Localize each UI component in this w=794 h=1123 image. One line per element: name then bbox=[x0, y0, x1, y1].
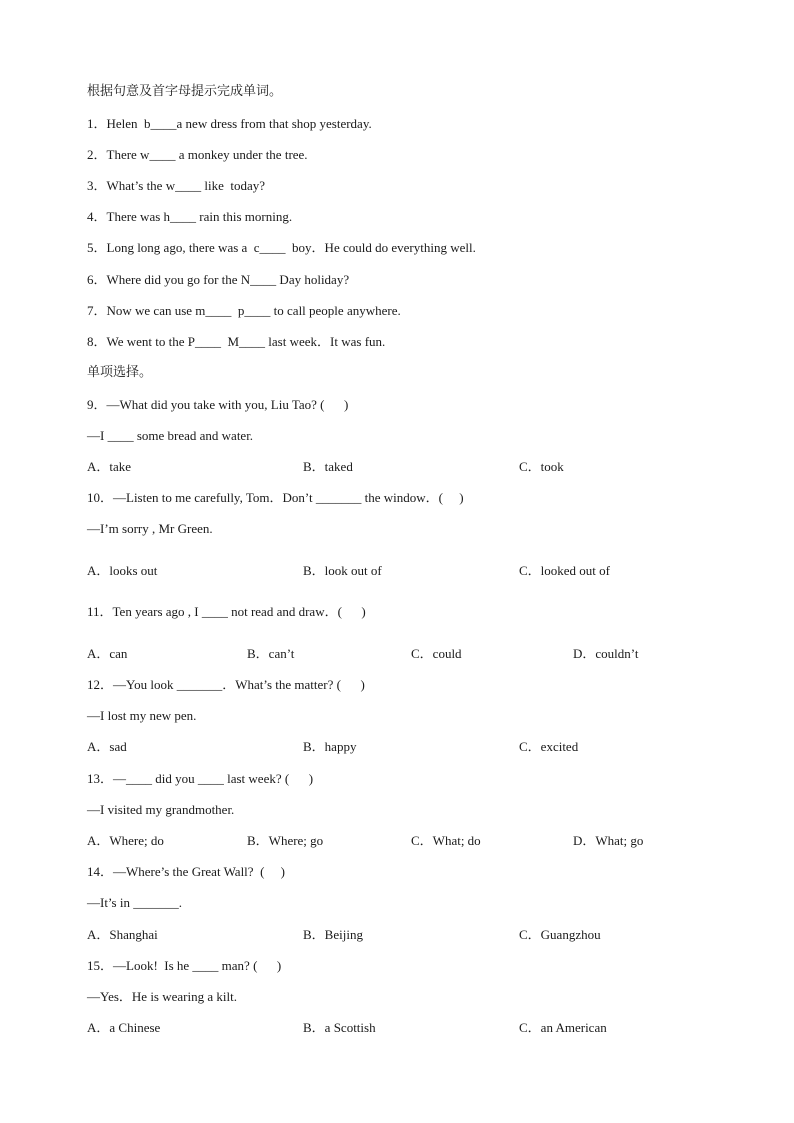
question-11-option-c: C．could bbox=[411, 646, 462, 661]
question-11: 11．Ten years ago , I ____ not read and draw．( ) bbox=[87, 604, 366, 619]
question-14-answer-line: —It’s in _______. bbox=[87, 895, 182, 910]
question-15: 15．—Look! Is he ____ man? ( ) bbox=[87, 958, 282, 973]
question-14-option-b: B．Beijing bbox=[303, 927, 363, 942]
fill-item-2: 2．There w____ a monkey under the tree. bbox=[87, 147, 308, 162]
question-10: 10．—Listen to me carefully, Tom．Don’t _______ the window．( ) bbox=[87, 490, 464, 505]
question-13-option-d: D．What; go bbox=[573, 833, 644, 848]
question-14-option-a: A．Shanghai bbox=[87, 927, 158, 942]
question-10-option-b: B．look out of bbox=[303, 563, 382, 578]
question-13-option-b: B．Where; go bbox=[247, 833, 324, 848]
question-9: 9．—What did you take with you, Liu Tao? ( ) bbox=[87, 397, 349, 412]
question-12: 12．—You look _______．What’s the matter? ( ) bbox=[87, 677, 365, 692]
question-15-option-c: C．an American bbox=[519, 1020, 607, 1035]
fill-item-4: 4．There was h____ rain this morning. bbox=[87, 209, 293, 224]
question-12-option-b: B．happy bbox=[303, 739, 357, 754]
question-13-option-a: A．Where; do bbox=[87, 833, 164, 848]
question-15-answer-line: —Yes．He is wearing a kilt. bbox=[87, 989, 237, 1004]
question-12-answer-line: —I lost my new pen. bbox=[87, 708, 197, 723]
question-11-option-b: B．can’t bbox=[247, 646, 295, 661]
question-12-option-c: C．excited bbox=[519, 739, 579, 754]
fill-item-7: 7．Now we can use m____ p____ to call people anywhere. bbox=[87, 303, 401, 318]
question-14-option-c: C．Guangzhou bbox=[519, 927, 601, 942]
question-13: 13．—____ did you ____ last week? ( ) bbox=[87, 771, 314, 786]
question-14: 14．—Where’s the Great Wall? ( ) bbox=[87, 864, 285, 879]
fill-item-8: 8．We went to the P____ M____ last week．It was fun. bbox=[87, 334, 386, 349]
question-13-option-c: C．What; do bbox=[411, 833, 481, 848]
question-10-answer-line: —I’m sorry , Mr Green. bbox=[87, 521, 213, 536]
question-10-option-a: A．looks out bbox=[87, 563, 158, 578]
question-9-option-c: C．took bbox=[519, 459, 564, 474]
question-9-option-a: A．take bbox=[87, 459, 132, 474]
fill-item-1: 1．Helen b____a new dress from that shop yesterday. bbox=[87, 116, 372, 131]
fill-item-5: 5．Long long ago, there was a c____ boy．He could do everything well. bbox=[87, 240, 476, 255]
question-12-option-a: A．sad bbox=[87, 739, 127, 754]
question-15-option-b: B．a Scottish bbox=[303, 1020, 376, 1035]
fill-item-3: 3．What’s the w____ like today? bbox=[87, 178, 265, 193]
question-9-option-b: B．taked bbox=[303, 459, 353, 474]
section-title-single-choice: 单项选择。 bbox=[87, 365, 153, 380]
question-15-option-a: A．a Chinese bbox=[87, 1020, 161, 1035]
question-13-answer-line: —I visited my grandmother. bbox=[87, 802, 235, 817]
question-11-option-d: D．couldn’t bbox=[573, 646, 639, 661]
question-9-answer-line: —I ____ some bread and water. bbox=[87, 428, 254, 443]
question-11-option-a: A．can bbox=[87, 646, 128, 661]
question-10-option-c: C．looked out of bbox=[519, 563, 610, 578]
fill-item-6: 6．Where did you go for the N____ Day holiday? bbox=[87, 272, 350, 287]
section-title-fill-in: 根据句意及首字母提示完成单词。 bbox=[87, 84, 283, 99]
